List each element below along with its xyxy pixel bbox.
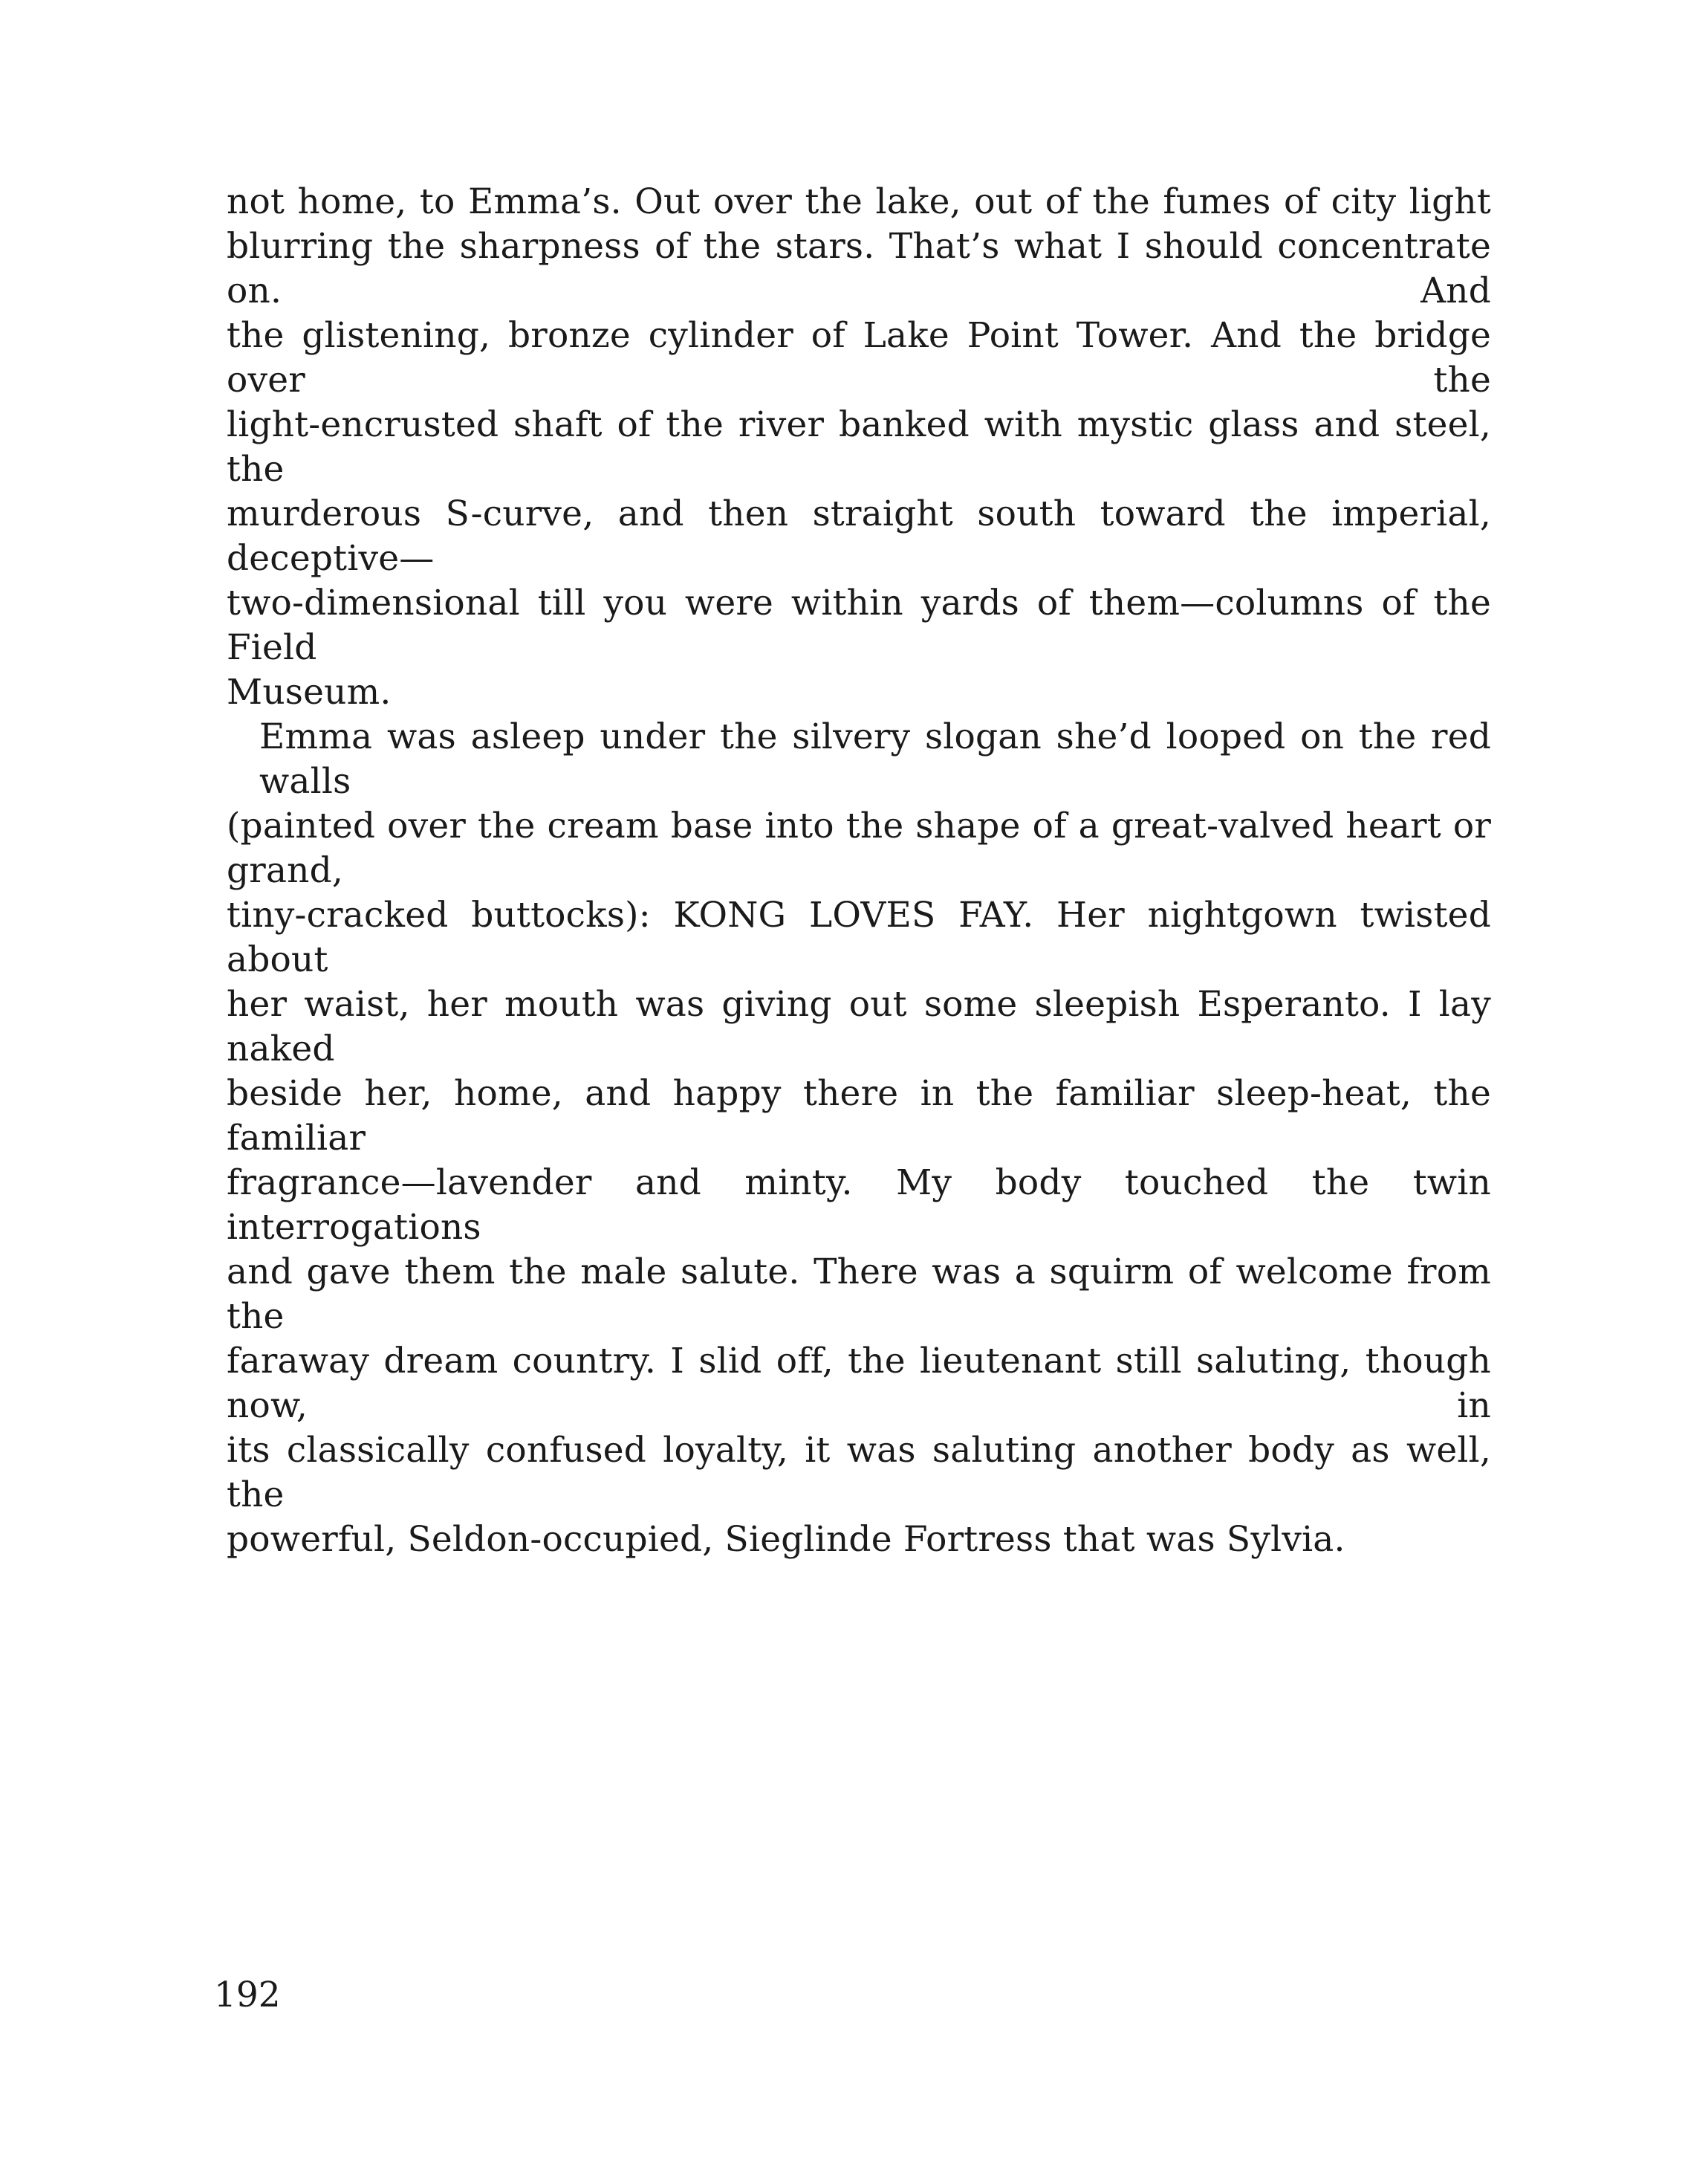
text-line: faraway dream country. I slid off, the lieutenant still saluting, though now, in (227, 1341, 1491, 1426)
paragraph-1 (227, 180, 1491, 715)
text-line: murderous S-curve, and then straight south toward the imperial, deceptive— (227, 493, 1491, 579)
text-line: not home, to Emma’s. Out over the lake, out of the fumes of city light (227, 181, 1491, 222)
text-line: tiny-cracked buttocks): KONG LOVES FAY. Her nightgown twisted about (227, 895, 1491, 980)
text-line: fragrance—lavender and minty. My body touched the twin interrogations (227, 1162, 1491, 1248)
text-line: two-dimensional till you were within yards of them—columns of the Field (227, 583, 1491, 668)
paragraph-2 (227, 715, 1491, 1562)
text-line: Emma was asleep under the silvery slogan she’d looped on the red walls (259, 716, 1491, 802)
text-line: her waist, her mouth was giving out some sleepish Esperanto. I lay naked (227, 984, 1491, 1069)
body-text (227, 180, 1491, 1562)
text-line: powerful, Seldon-occupied, Sieglinde Fortress that was Sylvia. (227, 1519, 1345, 1560)
text-line: beside her, home, and happy there in the familiar sleep-heat, the familiar (227, 1073, 1491, 1159)
text-line: and gave them the male salute. There was a squirm of welcome from the (227, 1251, 1491, 1337)
text-line: (painted over the cream base into the shape of a great-valved heart or grand, (227, 806, 1491, 891)
text-line: light-encrusted shaft of the river banked with mystic glass and steel, the (227, 404, 1491, 490)
text-line: blurring the sharpness of the stars. That’s what I should concentrate on. And (227, 226, 1491, 311)
text-line: Museum. (227, 672, 392, 713)
text-line: the glistening, bronze cylinder of Lake Point Tower. And the bridge over the (227, 315, 1491, 401)
page-number: 192 (214, 1975, 281, 2015)
text-line: its classically confused loyalty, it was saluting another body as well, the (227, 1430, 1491, 1515)
